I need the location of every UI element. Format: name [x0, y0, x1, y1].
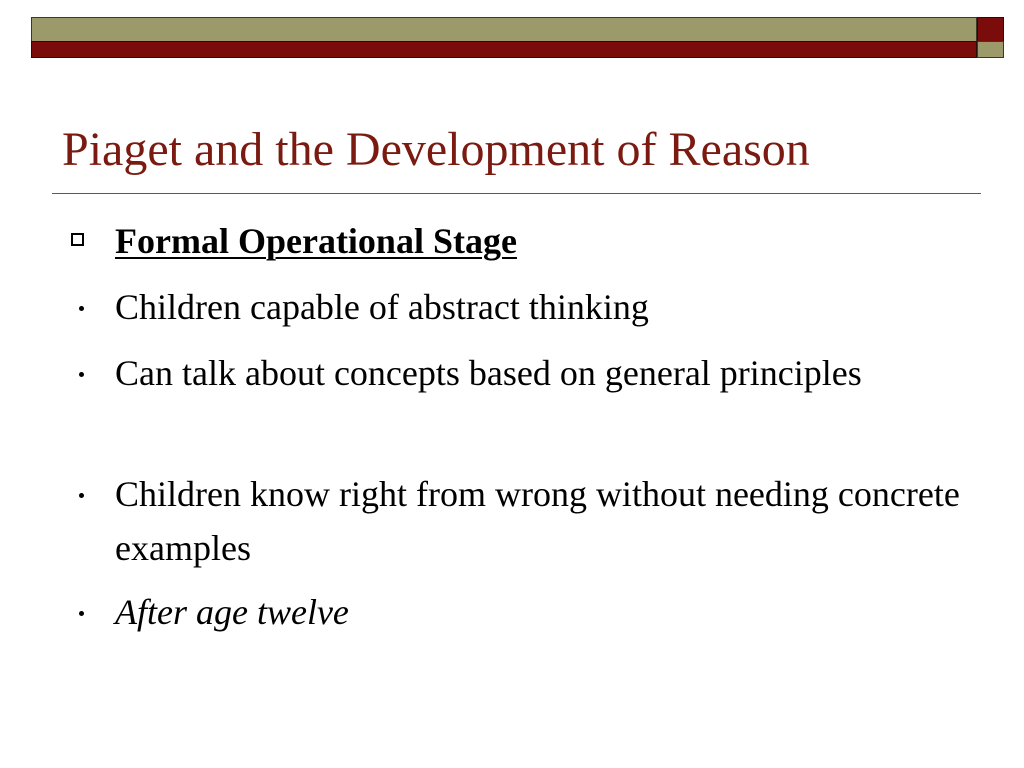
bullet-item	[115, 585, 975, 639]
dot-bullet-icon	[65, 467, 85, 521]
bullet-text: Can talk about concepts based on general principles	[115, 353, 862, 393]
dot-bullet-icon	[65, 585, 85, 639]
bullet-item-heading	[115, 214, 975, 268]
bullet-item	[115, 346, 975, 400]
bullet-text: After age twelve	[115, 592, 349, 632]
dot-bullet-icon	[65, 346, 85, 400]
section-heading: Formal Operational Stage	[115, 221, 517, 261]
dot-bullet-icon	[65, 280, 85, 334]
bullet-text: Children know right from wrong without needing concrete examples	[115, 474, 960, 568]
bullet-item	[115, 280, 975, 334]
slide-title: Piaget and the Development of Reason	[62, 123, 810, 176]
bullet-item	[115, 467, 975, 575]
bullet-text: Children capable of abstract thinking	[115, 287, 649, 327]
hollow-square-bullet-icon	[65, 214, 85, 268]
